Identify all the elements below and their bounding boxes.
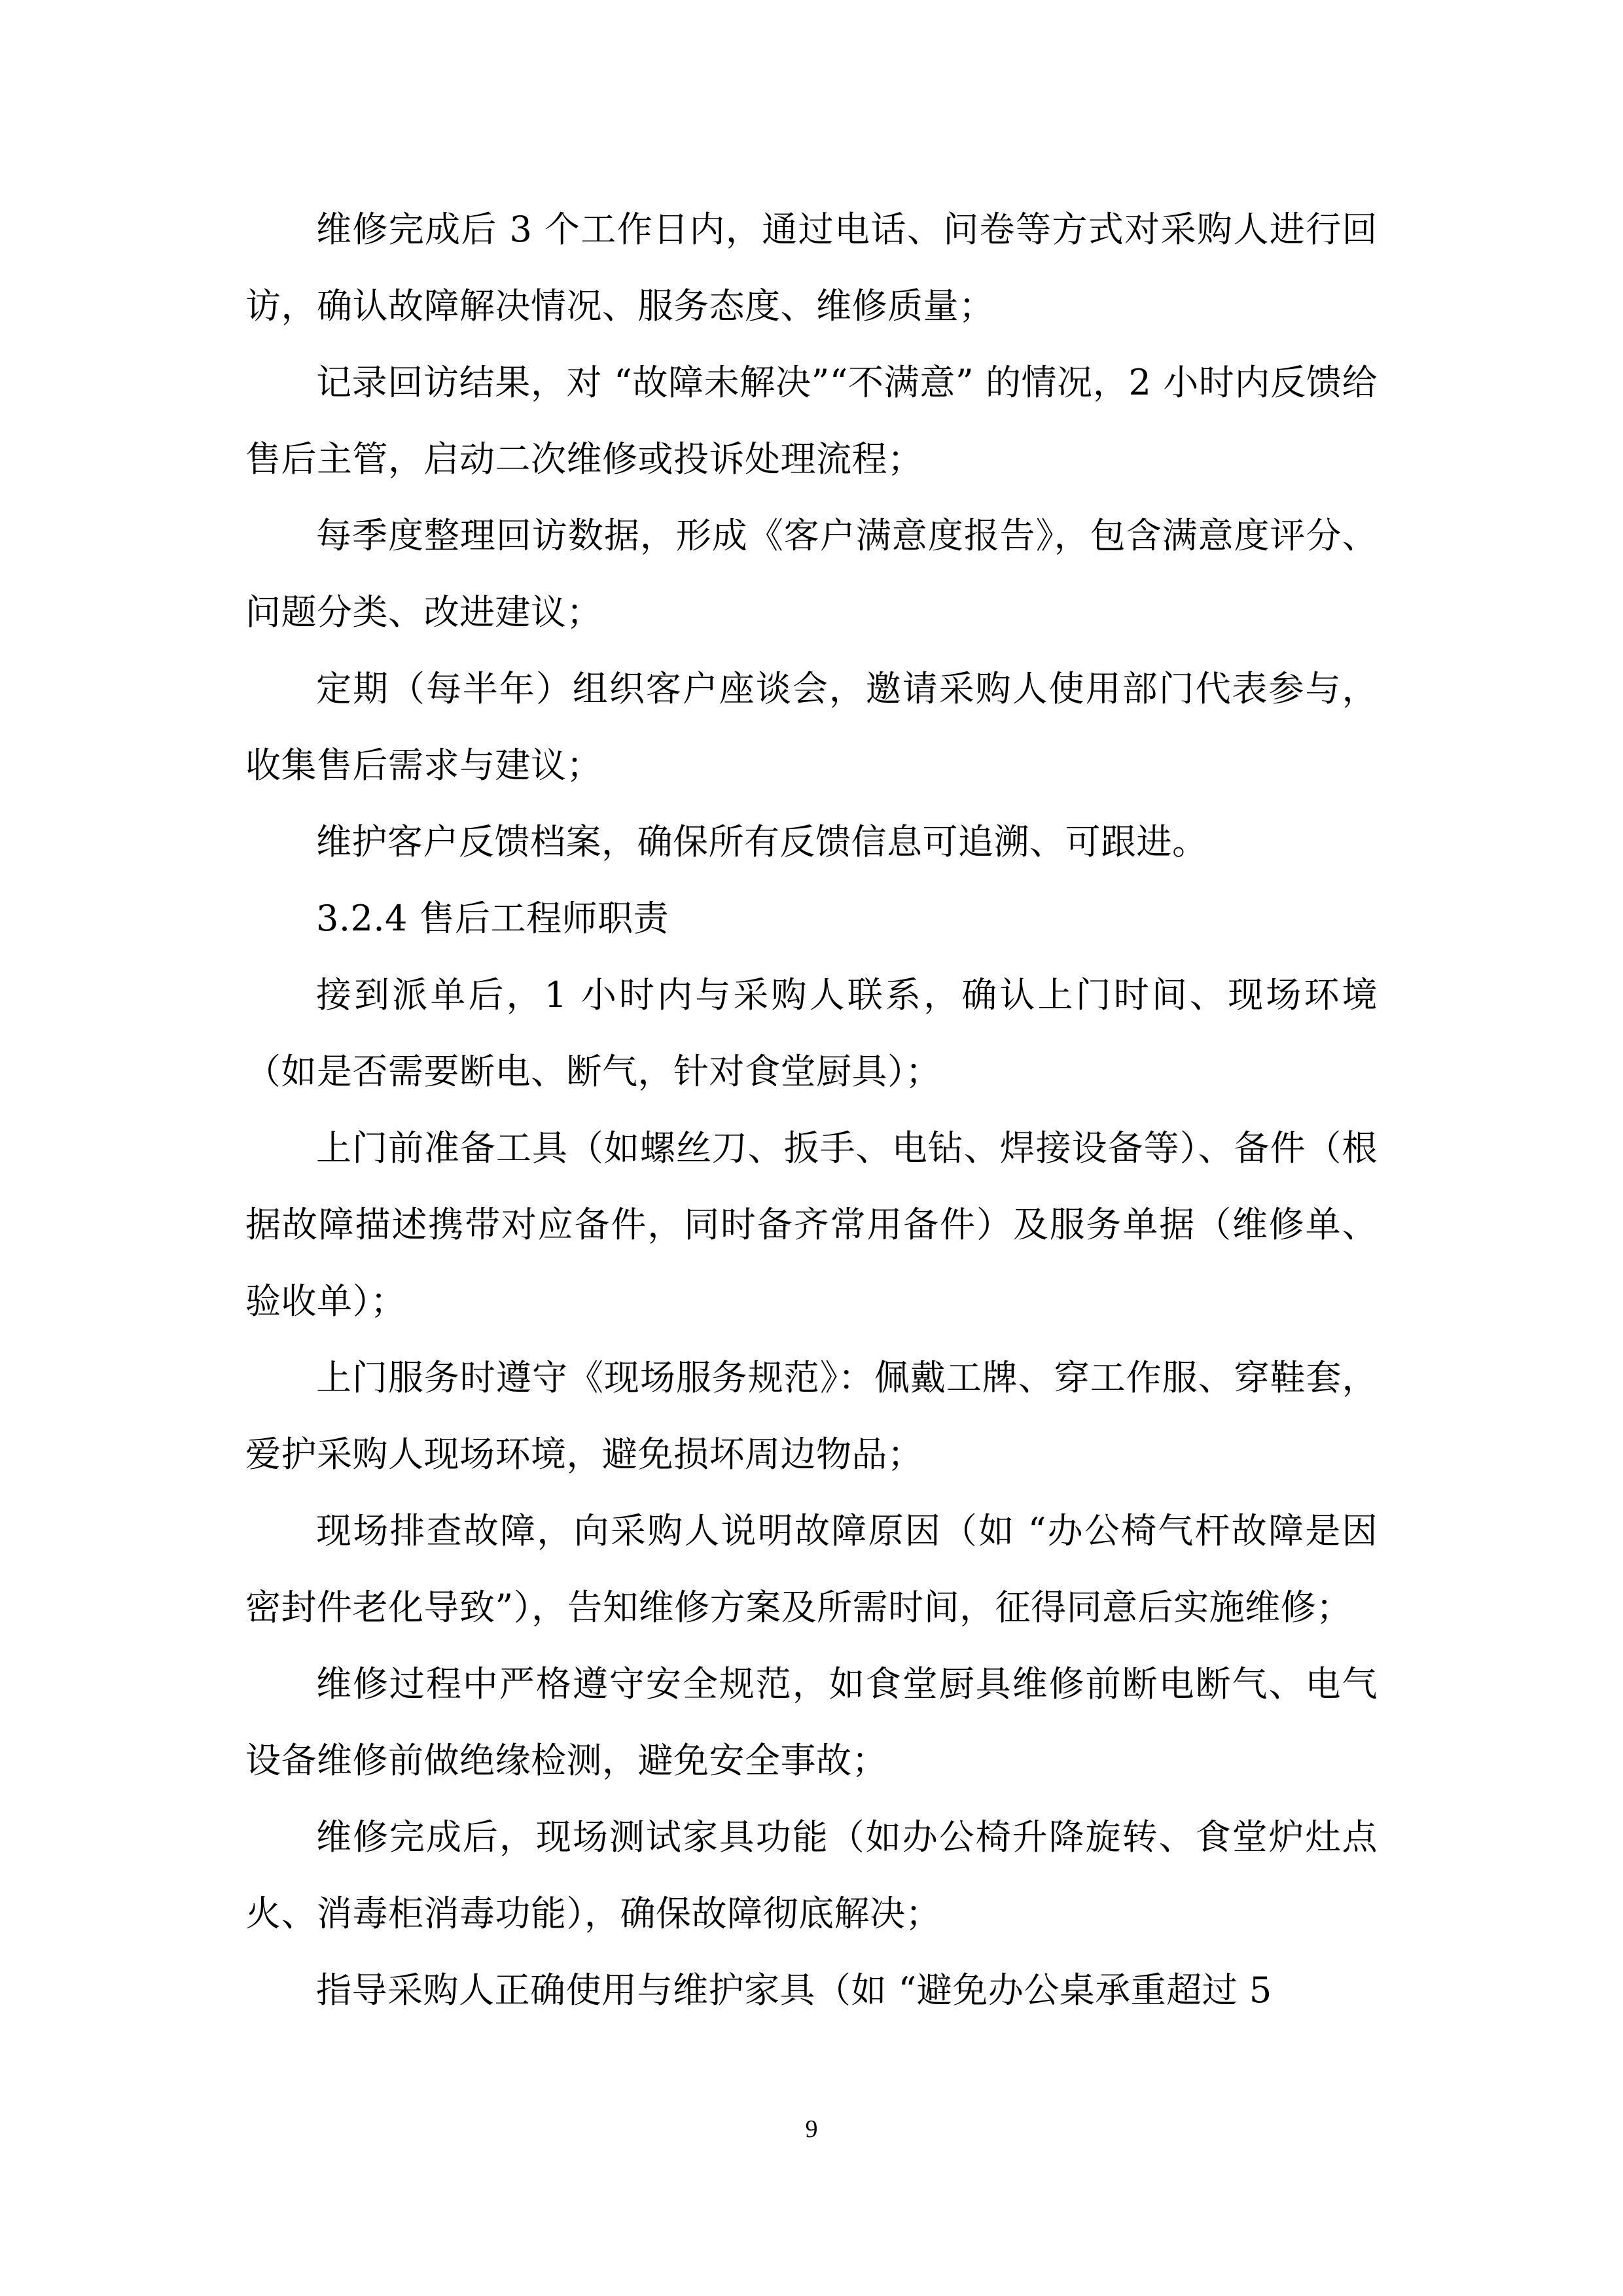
paragraph-6: 接到派单后，1 小时内与采购人联系，确认上门时间、现场环境（如是否需要断电、断气，针对食堂厨具）； (245, 974, 1378, 1092)
paragraph-5: 维护客户反馈档案，确保所有反馈信息可追溯、可跟进。 (316, 821, 1208, 862)
paragraph-9: 现场排查故障，向采购人说明故障原因（如 “办公椅气杆故障是因密封件老化导致”），告知维修方案及所需时间，征得同意后实施维修； (245, 1510, 1378, 1628)
paragraph-12: 指导采购人正确使用与维护家具（如 “避免办公桌承重超过 5 (316, 1969, 1272, 2011)
paragraph-7: 上门前准备工具（如螺丝刀、扳手、电钻、焊接设备等）、备件（根据故障描述携带对应备件，同时备齐常用备件）及服务单据（维修单、验收单）； (245, 1127, 1378, 1322)
paragraph-11: 维修完成后，现场测试家具功能（如办公椅升降旋转、食堂炉灶点火、消毒柜消毒功能），确保故障彻底解决； (245, 1816, 1378, 1934)
paragraph-10: 维修过程中严格遵守安全规范，如食堂厨具维修前断电断气、电气设备维修前做绝缘检测，避免安全事故； (245, 1663, 1378, 1781)
document-body (245, 191, 1378, 2028)
paragraph-1: 维修完成后 3 个工作日内，通过电话、问卷等方式对采购人进行回访，确认故障解决情况、服务态度、维修质量； (245, 209, 1378, 327)
paragraph-3: 每季度整理回访数据，形成《客户满意度报告》，包含满意度评分、问题分类、改进建议； (245, 515, 1378, 633)
page-number: 9 (805, 2115, 818, 2143)
paragraph-2: 记录回访结果，对 “故障未解决”“不满意” 的情况，2 小时内反馈给售后主管，启动二次维修或投诉处理流程； (245, 362, 1378, 480)
section-heading: 3.2.4 售后工程师职责 (316, 898, 669, 939)
paragraph-4: 定期（每半年）组织客户座谈会，邀请采购人使用部门代表参与，收集售后需求与建议； (245, 668, 1378, 786)
paragraph-8: 上门服务时遵守《现场服务规范》：佩戴工牌、穿工作服、穿鞋套，爱护采购人现场环境，避免损坏周边物品； (245, 1357, 1378, 1475)
